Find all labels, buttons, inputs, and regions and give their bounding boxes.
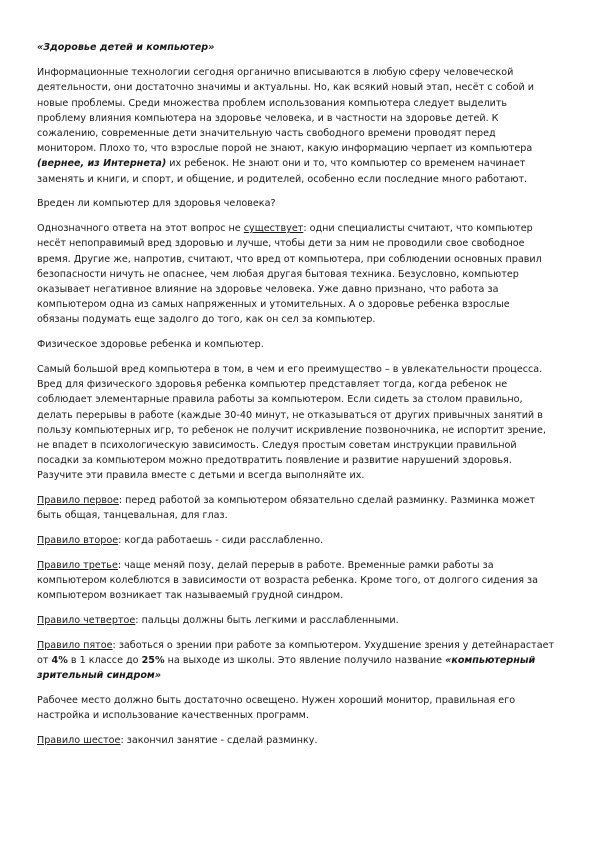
intro-emphasis: (вернее, из Интернета) <box>37 158 167 170</box>
rule-6-text: : закончил занятие - сделай разминку. <box>120 735 318 747</box>
rule-6-name: Правило шестое <box>37 735 121 747</box>
rule-5-syndrome: «компьютерный зрительный синдром» <box>37 655 536 682</box>
rule-5-name: Правило пятое <box>37 640 113 652</box>
rule-5-percent-2: 25% <box>141 655 165 667</box>
rule-5 <box>37 638 555 684</box>
rule-2-text: : когда работаешь - сиди расслабленно. <box>118 535 324 547</box>
rule-5-percent-1: 4% <box>51 655 68 667</box>
rule-3 <box>37 558 555 604</box>
answer-text-2: : одни специалисты считают, что компьютер несёт непоправимый вред здоровью и лучше, чтобы дети за ним не проводили свое свободное время. Другие же, напротив, считают, что вред от компьютера, при соблюдении основных правил безопасности ничуть не опаснее, чем любая другая бытовая техника. Безусловно, компьютер оказывает негативное влияние на здоровье человека. Уже давно признано, что работа за компьютером одна из самых напряженных и утомительных. А о здоровье ребенка взрослые обязаны подумать еще задолго до того, как он сел за компьютер. <box>37 223 542 326</box>
rule-3-name: Правило третье <box>37 560 118 572</box>
answer-text-1: Однозначного ответа на этот вопрос не <box>37 223 244 235</box>
rule-4 <box>37 613 555 628</box>
question-heading: Вреден ли компьютер для здоровья человека? <box>37 198 276 210</box>
intro-text-2: их ребенок. Не знают они и то, что компьютер со временем начинает заменять и книги, и спорт, и общение, и родителей, особенно если последние много работают. <box>37 158 528 185</box>
rule-6 <box>37 733 555 748</box>
rule-5-text-3: на выходе из школы. Это явление получило название <box>164 655 446 667</box>
rule-5-text-1: : заботься о зрении при работе за компьютером. Ухудшение зрения у детейнарастает от <box>37 640 555 667</box>
rule-4-name: Правило четвертое <box>37 615 136 627</box>
rule-5-text-2: в 1 классе до <box>67 655 142 667</box>
answer-underlined: существует <box>243 223 304 235</box>
rule-2-name: Правило второе <box>37 535 119 547</box>
physical-heading: Физическое здоровье ребенка и компьютер. <box>37 339 264 351</box>
rule-3-text: : чаще меняй позу, делай перерыв в работе. Временные рамки работы за компьютером колеблются в зависимости от возраста ребенка. Кроме того, от долгого сидения за компьютером возникает так называемый грудной синдром. <box>37 560 539 602</box>
intro-paragraph <box>37 65 555 187</box>
intro-text-1: Информационные технологии сегодня органично вписываются в любую сферу человеческой деятельности, они достаточно значимы и актуальны. Но, как всякий новый этап, несёт с собой и новые проблемы. Среди множества проблем использования компьютера следует выделить проблему влияния компьютера на здоровье человека, и в частности на здоровье детей. К сожалению, современные дети значительную часть свободного времени проводят перед монитором. Плохо то, что взрослые порой не знают, какую информацию черпает из компьютера <box>37 67 535 155</box>
rule-1 <box>37 493 555 523</box>
rule-1-name: Правило первое <box>37 495 119 507</box>
rule-4-text: : пальцы должны быть легкими и расслабленными. <box>135 615 399 627</box>
rule-2 <box>37 533 555 548</box>
physical-paragraph: Самый большой вред компьютера в том, в чем и его преимущество – в увлекательности процесса. Вред для физического здоровья ребенка компьютер представляет тогда, когда ребенок не соблюдает элементарные правила работы за компьютером. Если сидеть за столом правильно, делать перерывы в работе (каждые 30-40 минут, не отказываться от других привычных занятий в пользу компьютерных игр, то ребенок не получит искривление позвоночника, не испортит зрение, не впадет в психологическую зависимость. Следуя простым советам инструкции правильной посадки за компьютером можно предотвратить появление и развитие нарушений здоровья. Разучите эти правила вместе с детьми и всегда выполняйте их. <box>37 364 546 482</box>
rule-1-text: : перед работой за компьютером обязательно сделай разминку. Разминка может быть общая, танцевальная, для глаз. <box>37 495 536 522</box>
answer-paragraph <box>37 221 555 327</box>
workplace-paragraph: Рабочее место должно быть достаточно освещено. Нужен хороший монитор, правильная его настройка и использование качественных программ. <box>37 695 516 722</box>
document-title: «Здоровье детей и компьютер» <box>37 42 215 53</box>
